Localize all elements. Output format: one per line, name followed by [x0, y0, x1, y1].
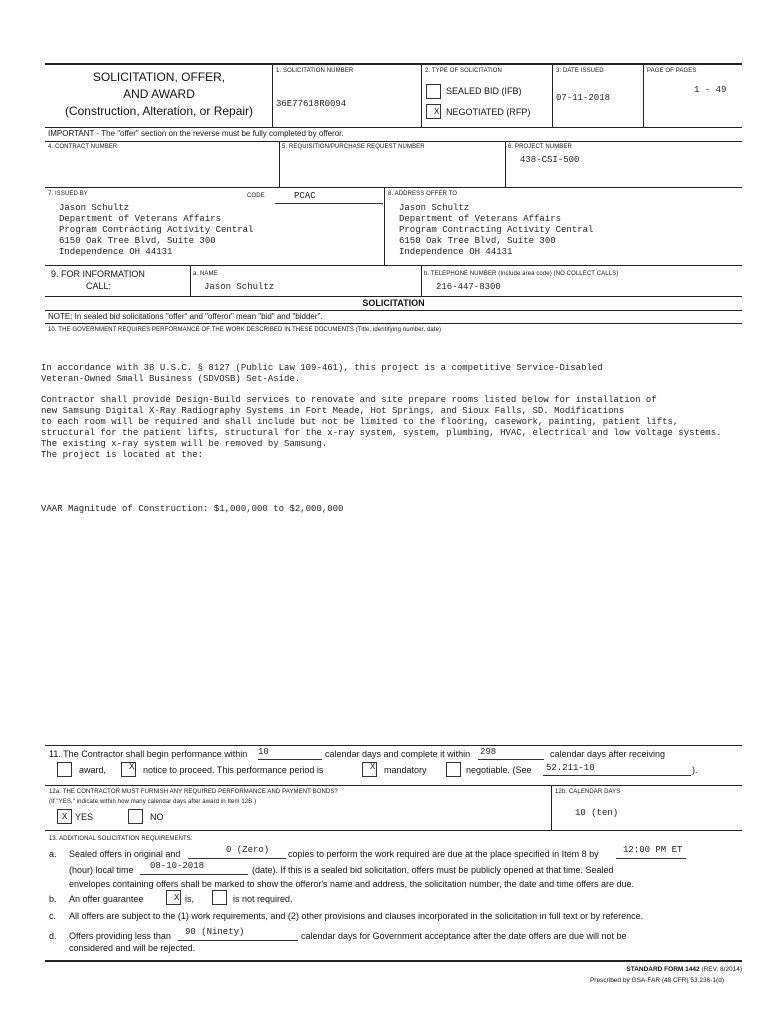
bonds-yes-label: YES: [75, 812, 94, 822]
pages-value: 1 - 49: [694, 85, 727, 95]
text-line: Veteran-Owned Small Business (SDVOSB) Set-Aside.: [41, 374, 301, 384]
magnitude-of-construction: VAAR Magnitude of Construction: $1,000,000 to $2,000,000: [41, 504, 344, 514]
due-date-underline: [140, 874, 248, 875]
guarantee-not-required-checkbox[interactable]: [212, 890, 227, 905]
issued-by-address: [59, 203, 253, 258]
text-line: to each room will be required and shall include but not be limited to the flooring, casework, painting, patient lifts,: [41, 417, 679, 427]
form-revision: (REV. 8/2014): [701, 966, 742, 973]
bonds-yes-check-mark: X: [62, 812, 68, 822]
text-line: The project is located at the:: [41, 450, 204, 460]
negotiated-label: NEGOTIATED (RFP): [446, 107, 531, 117]
item-11-text: 11. The Contractor shall begin performance within: [49, 749, 248, 759]
item-13a-text: (hour) local time: [69, 865, 134, 875]
address-offer-to-label: 8. ADDRESS OFFER TO: [388, 191, 458, 197]
guarantee-is-label: is,: [185, 894, 194, 904]
address-line: Program Contracting Activity Central: [399, 225, 594, 235]
solicitation-heading: SOLICITATION: [362, 298, 425, 308]
divider: [45, 127, 742, 128]
important-note: IMPORTANT - The "offer" section on the reverse must be fully completed by offeror.: [48, 129, 344, 138]
begin-days-value: 10: [258, 747, 269, 757]
code-value: PCAC: [294, 191, 316, 201]
copies-underline: [188, 858, 286, 859]
divider: [45, 310, 742, 311]
see-clause-underline: [543, 775, 691, 776]
item-13a-text: Sealed offers in original and: [69, 849, 181, 859]
code-underline: [275, 203, 383, 204]
contract-number-label: 4. CONTRACT NUMBER: [48, 144, 118, 150]
top-border: [45, 63, 742, 65]
call-label: CALL:: [86, 281, 112, 291]
divider: [45, 830, 742, 831]
name-label: a. NAME: [193, 271, 218, 277]
set-aside-paragraph: [41, 363, 603, 385]
complete-days-value: 298: [480, 747, 497, 757]
mandatory-label: mandatory: [384, 765, 427, 775]
item-13d-text: calendar days for Government acceptance after the date offers are due will not be: [301, 931, 627, 941]
address-line: Department of Veterans Affairs: [59, 214, 222, 224]
address-line: 6150 Oak Tree Blvd, Suite 300: [59, 236, 216, 246]
project-number-label: 6. PROJECT NUMBER: [508, 144, 572, 150]
form-title: [48, 69, 270, 120]
complete-days-underline: [478, 759, 544, 760]
type-of-solicitation-label: 2. TYPE OF SOLICITATION: [425, 68, 502, 74]
close-paren: ).: [692, 765, 698, 775]
item-12b-label: 12b. CALENDAR DAYS: [555, 789, 621, 795]
col-divider: [272, 63, 273, 127]
address-line: Jason Schultz: [59, 203, 130, 213]
text-line: In accordance with 38 U.S.C. § 8127 (Public Law 109-461), this project is a competitive Service-Disabled: [41, 363, 603, 373]
divider: [45, 265, 742, 266]
due-time-value: 12:00 PM ET: [623, 845, 683, 855]
bonds-no-label: NO: [150, 812, 164, 822]
form-id: [540, 966, 742, 973]
title-line-1: SOLICITATION, OFFER,: [92, 70, 226, 84]
divider: [45, 187, 742, 188]
sealed-bid-checkbox[interactable]: [426, 84, 441, 99]
notice-label: notice to proceed. This performance period is: [143, 765, 324, 775]
mandatory-check-mark: X: [370, 762, 376, 772]
title-line-3: (Construction, Alteration, or Repair): [64, 104, 254, 118]
code-label: CODE: [247, 193, 265, 199]
telephone-label: b. TELEPHONE NUMBER (Include area code) (NO COLLECT CALLS): [424, 271, 619, 277]
address-line: 6150 Oak Tree Blvd, Suite 300: [399, 236, 556, 246]
item-12b-value: 10 (ten): [575, 808, 619, 818]
scope-paragraph: [41, 395, 722, 461]
text-line: new Samsung Digital X-Ray Radiography Systems in Fort Meade, Hot Springs, and Sioux Falls, SD. Modifications: [41, 406, 625, 416]
offer-guarantee-label: An offer guarantee: [69, 894, 144, 904]
item-13c-text: All offers are subject to the (1) work requirements, and (2) other provisions and clauses incorporated in the solicitation in full text or by reference.: [69, 911, 644, 921]
negotiable-checkbox[interactable]: [446, 762, 461, 777]
award-checkbox[interactable]: [57, 762, 72, 777]
item-13d-letter: d.: [49, 931, 57, 941]
negotiable-label: negotiable. (See: [466, 765, 532, 775]
prescribed-by: Prescribed by GSA-FAR (48 CFR) 53.236-1(d): [589, 977, 724, 984]
address-offer-to: [399, 203, 593, 258]
address-line: Independence OH 44131: [59, 247, 173, 257]
guarantee-not-required-label: is not required.: [233, 894, 293, 904]
item-12a-sublabel: (If "YES," indicate within how many calendar days after award in Item 12B.): [49, 799, 257, 805]
item-13d-text: Offers providing less than: [69, 931, 171, 941]
pages-label: PAGE OF PAGES: [647, 68, 697, 74]
solicitation-number-value: 36E77618R0094: [276, 99, 347, 109]
acceptance-days-value: 90 (Ninety): [185, 927, 245, 937]
sealed-bid-label: SEALED BID (IFB): [446, 86, 522, 96]
item-13d-text: considered and will be rejected.: [69, 943, 196, 953]
item-13c-letter: c.: [49, 911, 57, 921]
negotiated-check-mark: X: [434, 107, 440, 117]
requisition-label: 5. REQUISITION/PURCHASE REQUEST NUMBER: [282, 144, 425, 150]
divider: [45, 141, 742, 142]
text-line: The existing x-ray system will be removed by Samsung.: [41, 439, 328, 449]
begin-days-underline: [258, 759, 322, 760]
col-divider: [552, 63, 553, 127]
address-line: Jason Schultz: [399, 203, 470, 213]
item-13a-text: copies to perform the work required are due at the place specified in Item 8 by: [288, 849, 599, 859]
item-13a-text: (date). If this is a sealed bid solicitation, offers must be publicly opened at that time. Sealed: [252, 865, 614, 875]
item-10-label: 10. THE GOVERNMENT REQUIRES PERFORMANCE OF THE WORK DESCRIBED IN THESE DOCUMENTS (Title, identifying number, date): [48, 327, 442, 333]
acceptance-days-underline: [178, 940, 298, 941]
item-13a-text: envelopes containing offers shall be marked to show the offeror's name and address, the solicitation number, the date and time offers are due.: [69, 879, 635, 889]
date-issued-label: 3. DATE ISSUED: [556, 68, 604, 74]
solicitation-number-label: 1. SOLICITATION NUMBER: [276, 68, 354, 74]
col-divider: [279, 141, 280, 187]
item-13-label: 13. ADDITIONAL SOLICITATION REQUIREMENTS:: [49, 836, 193, 842]
divider: [45, 323, 742, 324]
name-value: Jason Schultz: [204, 282, 275, 292]
col-divider: [421, 63, 422, 127]
see-clause-value: 52.211-10: [546, 763, 595, 773]
address-line: Independence OH 44131: [399, 247, 513, 257]
item-12a-label: 12a. THE CONTRACTOR MUST FURNISH ANY REQUIRED PERFORMANCE AND PAYMENT BONDS?: [49, 789, 338, 795]
col-divider: [551, 785, 552, 830]
item-13b-letter: b.: [49, 894, 57, 904]
col-divider: [384, 187, 385, 265]
title-line-2: AND AWARD: [123, 87, 195, 101]
guarantee-is-check-mark: X: [174, 893, 180, 903]
col-divider: [505, 141, 506, 187]
bottom-border: [45, 960, 742, 962]
telephone-value: 216-447-8300: [436, 282, 501, 292]
for-information-label: 9. FOR INFORMATION: [51, 269, 145, 279]
col-divider: [643, 63, 644, 127]
sealed-bid-note: NOTE: In sealed bid solicitations "offer" and "offeror" mean "bid" and "bidder".: [48, 312, 323, 321]
item-11-text: calendar days and complete it within: [325, 749, 471, 759]
divider: [45, 745, 742, 746]
col-divider: [421, 265, 422, 296]
bonds-no-checkbox[interactable]: [128, 809, 143, 824]
due-time-underline: [616, 858, 686, 859]
address-line: Program Contracting Activity Central: [59, 225, 254, 235]
form-number: STANDARD FORM 1442: [626, 966, 700, 973]
date-issued-value: 07-11-2018: [556, 93, 611, 103]
due-date-value: 08-10-2018: [150, 861, 205, 871]
text-line: Contractor shall provide Design-Build services to renovate and site prepare rooms listed below for installation of: [41, 395, 657, 405]
address-line: Department of Veterans Affairs: [399, 214, 562, 224]
divider: [45, 296, 742, 297]
text-line: structural for the patient lifts, structural for the x-ray system, system, plumbing, HVAC, electrical and low voltage systems.: [41, 428, 722, 438]
award-label: award,: [79, 765, 107, 775]
item-11-text: calendar days after receiving: [550, 749, 666, 759]
notice-check-mark: X: [129, 762, 135, 772]
copies-value: 0 (Zero): [226, 845, 270, 855]
project-number-value: 438-CSI-500: [520, 155, 580, 165]
divider: [45, 785, 742, 786]
col-divider: [190, 265, 191, 296]
item-13a-letter: a.: [49, 849, 57, 859]
issued-by-label: 7. ISSUED BY: [48, 191, 88, 197]
